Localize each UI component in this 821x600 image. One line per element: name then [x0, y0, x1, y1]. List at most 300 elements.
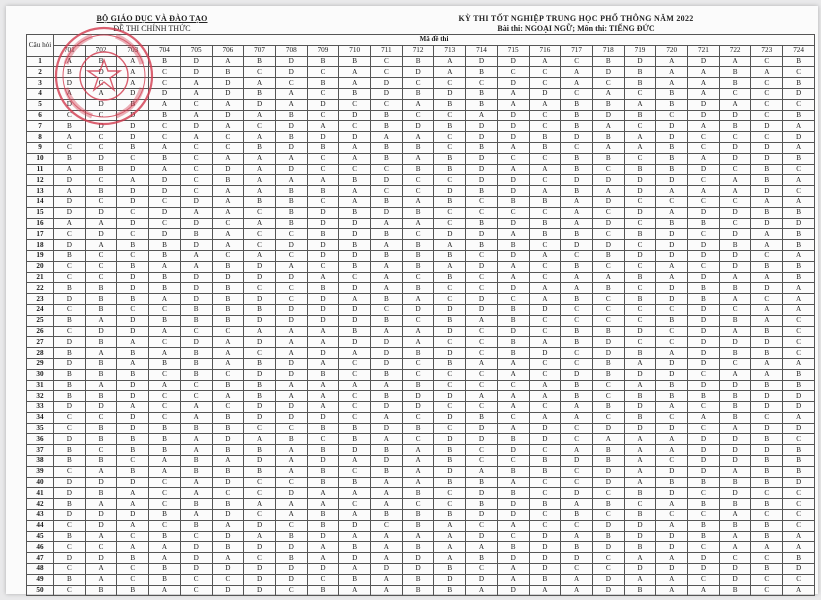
- answer-cell: C: [149, 402, 181, 413]
- answer-cell: B: [402, 520, 434, 531]
- answer-cell: D: [54, 78, 86, 89]
- answer-cell: C: [783, 326, 815, 337]
- answer-cell: D: [339, 283, 371, 294]
- answer-cell: B: [592, 402, 624, 413]
- answer-cell: B: [656, 88, 688, 99]
- answer-cell: C: [434, 175, 466, 186]
- answer-cell: B: [497, 240, 529, 251]
- answer-cell: D: [307, 315, 339, 326]
- question-number: 22: [27, 283, 54, 294]
- answer-cell: B: [180, 348, 212, 359]
- answer-cell: A: [149, 294, 181, 305]
- answer-cell: B: [719, 121, 751, 132]
- answer-key-table: [26, 34, 815, 596]
- answer-cell: A: [529, 391, 561, 402]
- answer-cell: C: [561, 142, 593, 153]
- answer-cell: B: [751, 261, 783, 272]
- answer-cell: A: [244, 132, 276, 143]
- answer-cell: C: [751, 99, 783, 110]
- answer-cell: D: [688, 358, 720, 369]
- answer-cell: A: [719, 531, 751, 542]
- answer-cell: C: [275, 423, 307, 434]
- answer-cell: A: [561, 283, 593, 294]
- answer-cell: C: [592, 207, 624, 218]
- question-number: 6: [27, 110, 54, 121]
- exam-code-group-header: Mã đề thi: [54, 35, 815, 46]
- answer-cell: B: [244, 358, 276, 369]
- answer-cell: C: [561, 520, 593, 531]
- answer-cell: A: [783, 121, 815, 132]
- answer-cell: D: [275, 142, 307, 153]
- answer-cell: C: [656, 304, 688, 315]
- answer-cell: C: [54, 229, 86, 240]
- answer-cell: C: [402, 272, 434, 283]
- answer-cell: B: [307, 283, 339, 294]
- answer-cell: B: [434, 164, 466, 175]
- answer-cell: A: [751, 240, 783, 251]
- answer-cell: B: [466, 412, 498, 423]
- answer-cell: A: [212, 196, 244, 207]
- answer-cell: B: [244, 88, 276, 99]
- exam-code-header: 704: [149, 45, 181, 56]
- table-row: [27, 110, 815, 121]
- answer-cell: C: [371, 304, 403, 315]
- answer-cell: C: [719, 196, 751, 207]
- answer-cell: C: [561, 434, 593, 445]
- answer-cell: C: [624, 196, 656, 207]
- answer-cell: C: [244, 553, 276, 564]
- question-number: 7: [27, 121, 54, 132]
- answer-cell: C: [624, 240, 656, 251]
- answer-cell: B: [212, 542, 244, 553]
- answer-cell: D: [244, 369, 276, 380]
- answer-cell: B: [561, 164, 593, 175]
- answer-cell: A: [180, 78, 212, 89]
- answer-cell: C: [85, 110, 117, 121]
- answer-cell: A: [180, 402, 212, 413]
- table-row: [27, 164, 815, 175]
- answer-cell: D: [656, 175, 688, 186]
- answer-cell: B: [54, 153, 86, 164]
- answer-cell: D: [783, 132, 815, 143]
- answer-cell: A: [719, 186, 751, 197]
- answer-cell: D: [592, 466, 624, 477]
- answer-cell: C: [85, 250, 117, 261]
- answer-cell: A: [307, 175, 339, 186]
- answer-cell: C: [117, 531, 149, 542]
- answer-cell: D: [244, 520, 276, 531]
- answer-cell: C: [688, 132, 720, 143]
- answer-cell: D: [275, 574, 307, 585]
- answer-cell: D: [688, 326, 720, 337]
- answer-cell: A: [371, 412, 403, 423]
- table-row: [27, 466, 815, 477]
- answer-cell: A: [85, 380, 117, 391]
- answer-cell: B: [751, 164, 783, 175]
- answer-cell: C: [371, 164, 403, 175]
- answer-cell: B: [783, 272, 815, 283]
- table-row: [27, 229, 815, 240]
- answer-cell: B: [54, 250, 86, 261]
- exam-subject: Bài thi: NGOẠI NGỮ; Môn thi: TIẾNG ĐỨC: [497, 24, 655, 33]
- answer-cell: D: [212, 564, 244, 575]
- answer-cell: A: [751, 542, 783, 553]
- question-number: 36: [27, 434, 54, 445]
- answer-cell: A: [529, 585, 561, 596]
- answer-cell: C: [371, 99, 403, 110]
- answer-cell: B: [212, 380, 244, 391]
- answer-cell: B: [275, 531, 307, 542]
- answer-cell: B: [117, 294, 149, 305]
- answer-cell: C: [339, 99, 371, 110]
- answer-cell: B: [402, 542, 434, 553]
- answer-cell: D: [466, 175, 498, 186]
- answer-cell: A: [339, 348, 371, 359]
- answer-cell: B: [212, 67, 244, 78]
- table-row: [27, 488, 815, 499]
- answer-cell: B: [149, 423, 181, 434]
- answer-cell: A: [529, 164, 561, 175]
- answer-cell: A: [497, 564, 529, 575]
- answer-cell: B: [624, 272, 656, 283]
- answer-cell: B: [212, 445, 244, 456]
- question-number: 50: [27, 585, 54, 596]
- answer-cell: C: [339, 272, 371, 283]
- answer-cell: C: [339, 369, 371, 380]
- answer-cell: B: [561, 153, 593, 164]
- answer-cell: A: [149, 261, 181, 272]
- exam-code-header: 720: [656, 45, 688, 56]
- answer-cell: C: [592, 380, 624, 391]
- answer-cell: D: [719, 250, 751, 261]
- answer-cell: A: [688, 67, 720, 78]
- answer-cell: B: [149, 110, 181, 121]
- answer-cell: B: [656, 142, 688, 153]
- question-number: 14: [27, 196, 54, 207]
- answer-cell: C: [466, 78, 498, 89]
- answer-cell: A: [497, 358, 529, 369]
- answer-cell: C: [402, 315, 434, 326]
- answer-cell: A: [434, 520, 466, 531]
- answer-cell: C: [275, 520, 307, 531]
- answer-cell: A: [434, 531, 466, 542]
- answer-cell: D: [117, 186, 149, 197]
- answer-cell: B: [149, 272, 181, 283]
- answer-cell: D: [85, 229, 117, 240]
- answer-cell: A: [212, 229, 244, 240]
- answer-cell: B: [371, 391, 403, 402]
- answer-cell: A: [149, 142, 181, 153]
- answer-cell: D: [688, 240, 720, 251]
- answer-cell: C: [783, 510, 815, 521]
- answer-cell: B: [592, 153, 624, 164]
- answer-cell: C: [85, 196, 117, 207]
- answer-cell: D: [688, 99, 720, 110]
- answer-cell: C: [117, 250, 149, 261]
- answer-cell: A: [275, 348, 307, 359]
- answer-cell: C: [561, 250, 593, 261]
- answer-cell: A: [371, 542, 403, 553]
- answer-cell: D: [244, 542, 276, 553]
- answer-cell: B: [149, 510, 181, 521]
- answer-cell: D: [688, 207, 720, 218]
- answer-cell: B: [497, 348, 529, 359]
- answer-cell: C: [244, 477, 276, 488]
- answer-cell: A: [212, 391, 244, 402]
- answer-cell: C: [180, 164, 212, 175]
- answer-cell: B: [434, 445, 466, 456]
- answer-cell: D: [751, 423, 783, 434]
- answer-cell: A: [624, 99, 656, 110]
- answer-cell: A: [180, 207, 212, 218]
- answer-cell: D: [307, 531, 339, 542]
- answer-cell: B: [719, 240, 751, 251]
- answer-cell: B: [339, 207, 371, 218]
- answer-cell: C: [275, 283, 307, 294]
- answer-cell: C: [434, 488, 466, 499]
- answer-cell: A: [307, 553, 339, 564]
- answer-cell: D: [275, 304, 307, 315]
- answer-cell: D: [529, 553, 561, 564]
- answer-cell: B: [783, 110, 815, 121]
- answer-cell: D: [624, 326, 656, 337]
- answer-cell: D: [275, 402, 307, 413]
- answer-cell: C: [54, 520, 86, 531]
- answer-cell: A: [85, 348, 117, 359]
- answer-cell: C: [402, 186, 434, 197]
- answer-cell: B: [371, 196, 403, 207]
- answer-cell: D: [371, 423, 403, 434]
- answer-cell: A: [275, 88, 307, 99]
- answer-cell: A: [307, 121, 339, 132]
- answer-cell: D: [624, 186, 656, 197]
- question-number: 32: [27, 391, 54, 402]
- answer-cell: B: [783, 369, 815, 380]
- answer-cell: B: [85, 337, 117, 348]
- question-number: 30: [27, 369, 54, 380]
- answer-cell: D: [529, 531, 561, 542]
- answer-cell: B: [497, 466, 529, 477]
- answer-cell: B: [561, 510, 593, 521]
- answer-cell: B: [656, 391, 688, 402]
- answer-cell: B: [688, 294, 720, 305]
- answer-cell: D: [339, 110, 371, 121]
- answer-cell: D: [719, 488, 751, 499]
- answer-cell: C: [307, 261, 339, 272]
- answer-cell: A: [275, 466, 307, 477]
- answer-cell: B: [402, 261, 434, 272]
- answer-cell: C: [592, 294, 624, 305]
- answer-cell: A: [371, 499, 403, 510]
- answer-cell: B: [561, 337, 593, 348]
- answer-cell: A: [180, 132, 212, 143]
- answer-cell: C: [149, 391, 181, 402]
- answer-cell: A: [117, 67, 149, 78]
- question-number: 25: [27, 315, 54, 326]
- table-row: [27, 477, 815, 488]
- answer-cell: A: [497, 142, 529, 153]
- answer-cell: B: [434, 564, 466, 575]
- answer-cell: B: [307, 466, 339, 477]
- answer-cell: C: [117, 229, 149, 240]
- answer-cell: B: [117, 369, 149, 380]
- answer-cell: A: [402, 456, 434, 467]
- answer-cell: D: [212, 88, 244, 99]
- answer-cell: B: [371, 369, 403, 380]
- answer-cell: D: [624, 207, 656, 218]
- answer-cell: B: [783, 261, 815, 272]
- answer-cell: B: [783, 56, 815, 67]
- answer-cell: D: [624, 402, 656, 413]
- answer-cell: A: [180, 445, 212, 456]
- answer-cell: B: [339, 574, 371, 585]
- answer-cell: C: [592, 510, 624, 521]
- answer-cell: A: [339, 510, 371, 521]
- answer-cell: B: [85, 283, 117, 294]
- answer-cell: A: [244, 110, 276, 121]
- answer-cell: D: [434, 574, 466, 585]
- answer-cell: D: [656, 229, 688, 240]
- answer-cell: B: [624, 510, 656, 521]
- answer-cell: D: [402, 67, 434, 78]
- answer-cell: B: [434, 99, 466, 110]
- answer-cell: A: [275, 456, 307, 467]
- answer-cell: A: [529, 337, 561, 348]
- answer-cell: D: [402, 564, 434, 575]
- answer-cell: A: [180, 434, 212, 445]
- answer-cell: B: [371, 294, 403, 305]
- answer-cell: B: [656, 477, 688, 488]
- answer-cell: C: [54, 585, 86, 596]
- question-number: 10: [27, 153, 54, 164]
- answer-cell: B: [719, 412, 751, 423]
- answer-cell: C: [466, 402, 498, 413]
- answer-cell: D: [244, 294, 276, 305]
- question-number: 39: [27, 466, 54, 477]
- table-row: [27, 412, 815, 423]
- answer-cell: A: [212, 358, 244, 369]
- question-number: 24: [27, 304, 54, 315]
- question-number: 11: [27, 164, 54, 175]
- answer-cell: D: [719, 207, 751, 218]
- answer-cell: C: [434, 283, 466, 294]
- answer-cell: D: [719, 445, 751, 456]
- answer-cell: D: [85, 153, 117, 164]
- answer-cell: A: [656, 499, 688, 510]
- answer-cell: B: [656, 380, 688, 391]
- answer-cell: C: [212, 402, 244, 413]
- answer-cell: A: [561, 499, 593, 510]
- answer-cell: A: [371, 531, 403, 542]
- answer-cell: D: [656, 369, 688, 380]
- answer-cell: C: [149, 499, 181, 510]
- answer-cell: C: [371, 56, 403, 67]
- answer-cell: B: [339, 56, 371, 67]
- answer-cell: D: [688, 272, 720, 283]
- answer-cell: D: [117, 132, 149, 143]
- answer-cell: C: [434, 218, 466, 229]
- answer-cell: C: [656, 456, 688, 467]
- answer-cell: D: [751, 142, 783, 153]
- answer-cell: A: [656, 56, 688, 67]
- answer-cell: C: [529, 272, 561, 283]
- answer-cell: B: [339, 423, 371, 434]
- answer-cell: C: [180, 99, 212, 110]
- answer-cell: A: [275, 337, 307, 348]
- answer-cell: B: [529, 142, 561, 153]
- answer-cell: A: [497, 164, 529, 175]
- answer-cell: A: [624, 466, 656, 477]
- answer-cell: C: [149, 121, 181, 132]
- exam-code-row: [27, 45, 815, 56]
- answer-cell: D: [54, 175, 86, 186]
- answer-cell: C: [688, 423, 720, 434]
- exam-code-header: 708: [275, 45, 307, 56]
- answer-cell: A: [117, 175, 149, 186]
- answer-cell: B: [275, 186, 307, 197]
- table-row: [27, 326, 815, 337]
- answer-cell: B: [212, 466, 244, 477]
- answer-cell: A: [180, 250, 212, 261]
- answer-cell: D: [529, 88, 561, 99]
- answer-cell: A: [244, 78, 276, 89]
- question-column-header: Câu hỏi: [27, 35, 54, 57]
- answer-cell: C: [339, 499, 371, 510]
- answer-cell: D: [307, 132, 339, 143]
- answer-cell: C: [783, 337, 815, 348]
- answer-cell: B: [592, 132, 624, 143]
- answer-cell: D: [180, 337, 212, 348]
- answer-cell: D: [54, 553, 86, 564]
- answer-cell: C: [561, 348, 593, 359]
- answer-cell: B: [688, 531, 720, 542]
- answer-cell: C: [751, 132, 783, 143]
- answer-cell: B: [402, 283, 434, 294]
- answer-cell: A: [339, 564, 371, 575]
- answer-cell: A: [783, 250, 815, 261]
- answer-cell: B: [561, 110, 593, 121]
- answer-cell: A: [339, 67, 371, 78]
- answer-cell: C: [783, 520, 815, 531]
- answer-cell: A: [149, 585, 181, 596]
- answer-cell: B: [275, 132, 307, 143]
- table-row: [27, 434, 815, 445]
- answer-cell: B: [117, 99, 149, 110]
- answer-cell: B: [371, 510, 403, 521]
- answer-cell: A: [561, 445, 593, 456]
- answer-cell: B: [434, 358, 466, 369]
- answer-cell: A: [561, 585, 593, 596]
- answer-cell: D: [688, 445, 720, 456]
- answer-cell: B: [402, 88, 434, 99]
- answer-cell: D: [592, 542, 624, 553]
- table-row: [27, 348, 815, 359]
- answer-cell: B: [180, 369, 212, 380]
- answer-cell: B: [751, 456, 783, 467]
- answer-cell: D: [212, 272, 244, 283]
- answer-cell: D: [212, 110, 244, 121]
- answer-cell: A: [497, 477, 529, 488]
- answer-cell: A: [466, 315, 498, 326]
- answer-cell: A: [117, 78, 149, 89]
- answer-cell: D: [656, 423, 688, 434]
- answer-cell: B: [402, 574, 434, 585]
- answer-cell: B: [719, 402, 751, 413]
- table-row: [27, 153, 815, 164]
- answer-cell: C: [244, 348, 276, 359]
- answer-cell: B: [402, 380, 434, 391]
- answer-cell: A: [624, 380, 656, 391]
